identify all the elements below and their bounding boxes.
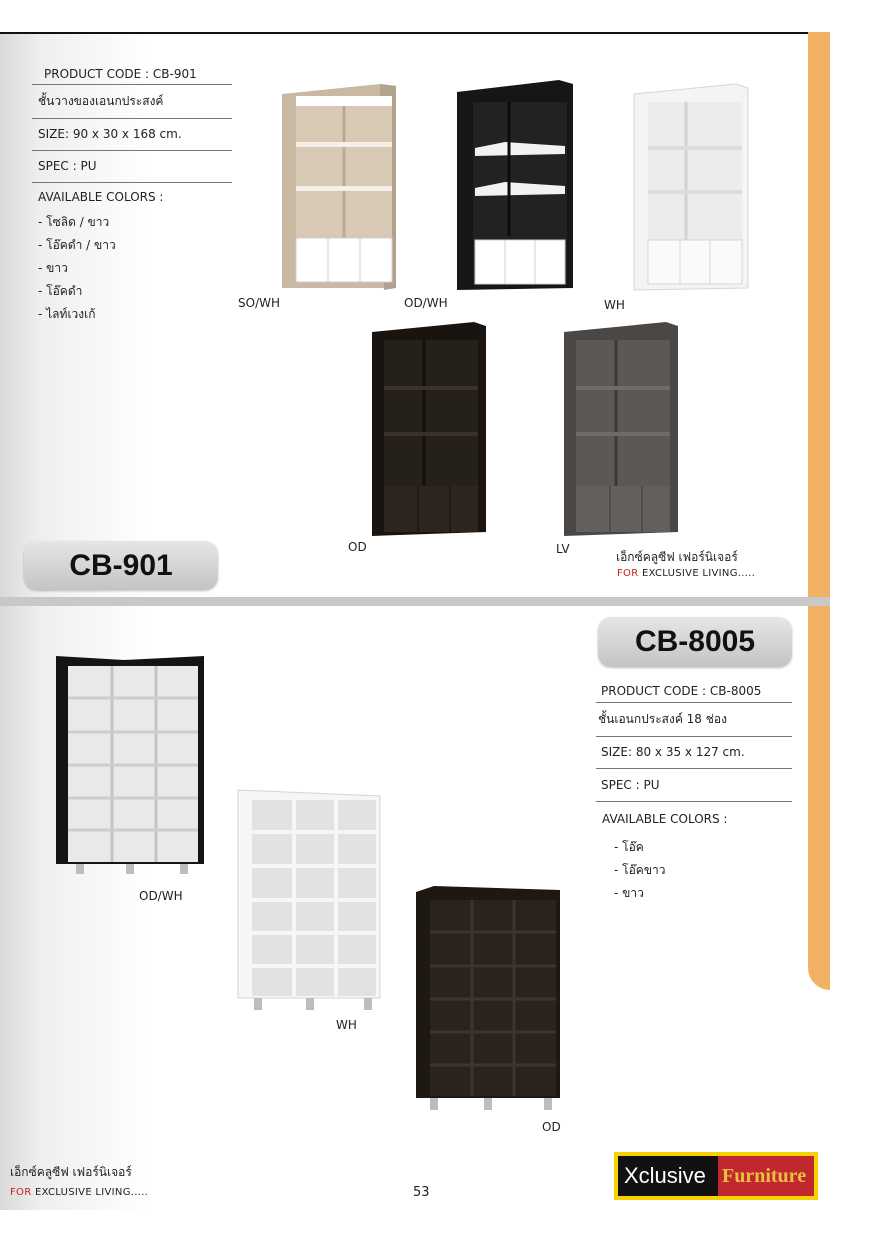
product2-size: SIZE: 80 x 35 x 127 cm.	[601, 745, 745, 759]
product1-color-item: - โอ๊คดำ	[38, 284, 83, 298]
orange-side-tab	[808, 32, 830, 990]
variant-label-od-wh: OD/WH	[404, 296, 448, 310]
cabinet-lv-image	[562, 320, 680, 538]
product2-color-item: - โอ๊คขาว	[614, 863, 666, 877]
brand-for-word: FOR	[617, 568, 639, 579]
product2-name: ชั้นเอนกประสงค์ 18 ช่อง	[598, 712, 727, 726]
logo-furniture-text: Furniture	[722, 1165, 807, 1187]
shelf-od-image	[414, 884, 564, 1114]
product2-color-item: - โอ๊ค	[614, 840, 644, 854]
product2-color-item: - ขาว	[614, 886, 644, 900]
top-border	[0, 32, 830, 34]
product2-spec-block	[596, 680, 792, 905]
product2-colors-label: AVAILABLE COLORS :	[602, 812, 728, 826]
footer-brand-tagline	[10, 1187, 148, 1198]
product1-colors-label: AVAILABLE COLORS :	[38, 190, 164, 204]
product2-code: PRODUCT CODE : CB-8005	[601, 684, 762, 698]
brand-tagline-text: EXCLUSIVE LIVING.....	[641, 568, 756, 579]
brand-tagline	[617, 568, 755, 579]
brand-thai-text: เอ็กซ์คลูซีฟ เฟอร์นิเจอร์	[616, 550, 738, 564]
product1-spec-block	[32, 64, 232, 326]
logo-xclusive-text: Xclusive	[624, 1163, 706, 1188]
footer-brand-thai: เอ็กซ์คลูซีฟ เฟอร์นิเจอร์	[10, 1165, 132, 1179]
cabinet-so-wh-image	[280, 78, 398, 296]
product1-spec: SPEC : PU	[38, 159, 97, 173]
cabinet-wh-image	[632, 80, 750, 296]
cabinet-od-wh-image	[455, 76, 575, 298]
variant-label-lv: LV	[556, 542, 570, 556]
shelf-wh-image	[236, 788, 384, 1014]
footer-for-word: FOR	[10, 1187, 32, 1198]
footer-tagline-text: EXCLUSIVE LIVING.....	[34, 1187, 149, 1198]
cabinet-od-image	[370, 320, 488, 538]
variant-label-so-wh: SO/WH	[238, 296, 280, 310]
variant-label-wh: WH	[604, 298, 625, 312]
section-divider	[0, 597, 830, 606]
product1-code-badge: CB-901	[24, 541, 218, 590]
product2-spec: SPEC : PU	[601, 778, 660, 792]
xclusive-furniture-logo	[614, 1152, 818, 1200]
product2-code-badge: CB-8005	[598, 617, 792, 667]
product1-color-item: - โซลิด / ขาว	[38, 215, 110, 229]
variant-label-od: OD	[542, 1120, 561, 1134]
product1-color-item: - โอ๊คดำ / ขาว	[38, 238, 116, 252]
product1-code: PRODUCT CODE : CB-901	[44, 67, 197, 81]
variant-label-od: OD	[348, 540, 367, 554]
product1-color-item: - ไลท์เวงเก้	[38, 307, 96, 321]
variant-label-wh: WH	[336, 1018, 357, 1032]
shelf-od-wh-image	[54, 652, 206, 876]
page-number: 53	[413, 1185, 430, 1200]
product1-color-item: - ขาว	[38, 261, 68, 275]
product1-size: SIZE: 90 x 30 x 168 cm.	[38, 127, 182, 141]
product1-name: ชั้นวางของเอนกประสงค์	[38, 94, 164, 108]
variant-label-od-wh: OD/WH	[139, 889, 183, 903]
